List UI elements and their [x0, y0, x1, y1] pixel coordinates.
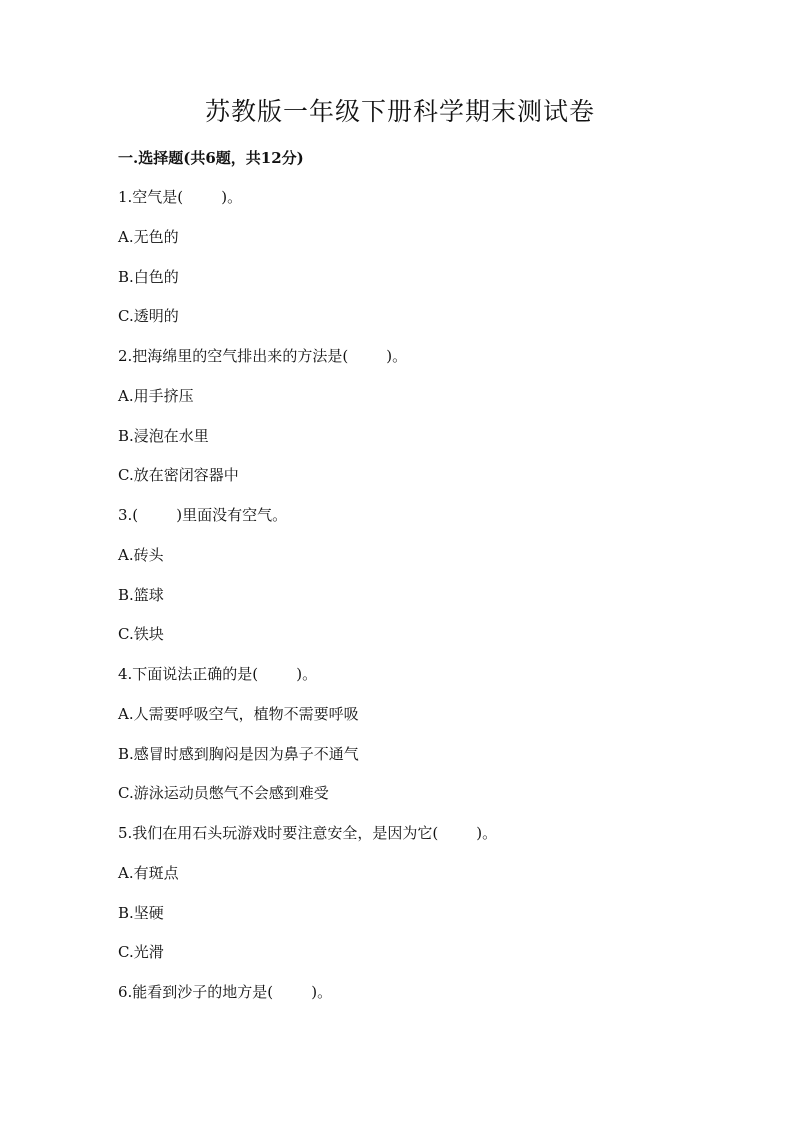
- answer-option: A.无色的: [118, 227, 179, 246]
- page-title: 苏教版一年级下册科学期末测试卷: [204, 97, 595, 126]
- answer-option: C.透明的: [118, 307, 179, 326]
- answer-option: C.游泳运动员憋气不会感到难受: [118, 784, 329, 803]
- answer-option: A.砖头: [118, 545, 164, 564]
- answer-option: B.篮球: [118, 585, 164, 604]
- answer-option: C.光滑: [118, 943, 164, 962]
- answer-option: B.感冒时感到胸闷是因为鼻子不通气: [118, 744, 359, 763]
- answer-option: C.放在密闭容器中: [118, 466, 239, 485]
- question-list: [118, 185, 758, 1020]
- answer-option: B.坚硬: [118, 903, 164, 922]
- answer-option: C.铁块: [118, 625, 164, 644]
- answer-option: B.白色的: [118, 267, 179, 286]
- answer-option: A.用手挤压: [118, 386, 194, 405]
- question-stem: 4.下面说法正确的是( )。: [118, 665, 318, 683]
- question-stem: 3.( )里面没有空气。: [118, 506, 288, 524]
- answer-option: A.人需要呼吸空气，植物不需要呼吸: [118, 704, 359, 723]
- question-stem: 1.空气是( )。: [118, 188, 243, 206]
- question-stem: 2.把海绵里的空气排出来的方法是( )。: [118, 347, 408, 365]
- answer-option: A.有斑点: [118, 863, 179, 882]
- question-stem: 6.能看到沙子的地方是( )。: [118, 983, 333, 1001]
- section-heading: 一.选择题(共6题，共12分): [118, 149, 304, 167]
- question-stem: 5.我们在用石头玩游戏时要注意安全，是因为它( )。: [118, 824, 498, 842]
- answer-option: B.浸泡在水里: [118, 426, 209, 445]
